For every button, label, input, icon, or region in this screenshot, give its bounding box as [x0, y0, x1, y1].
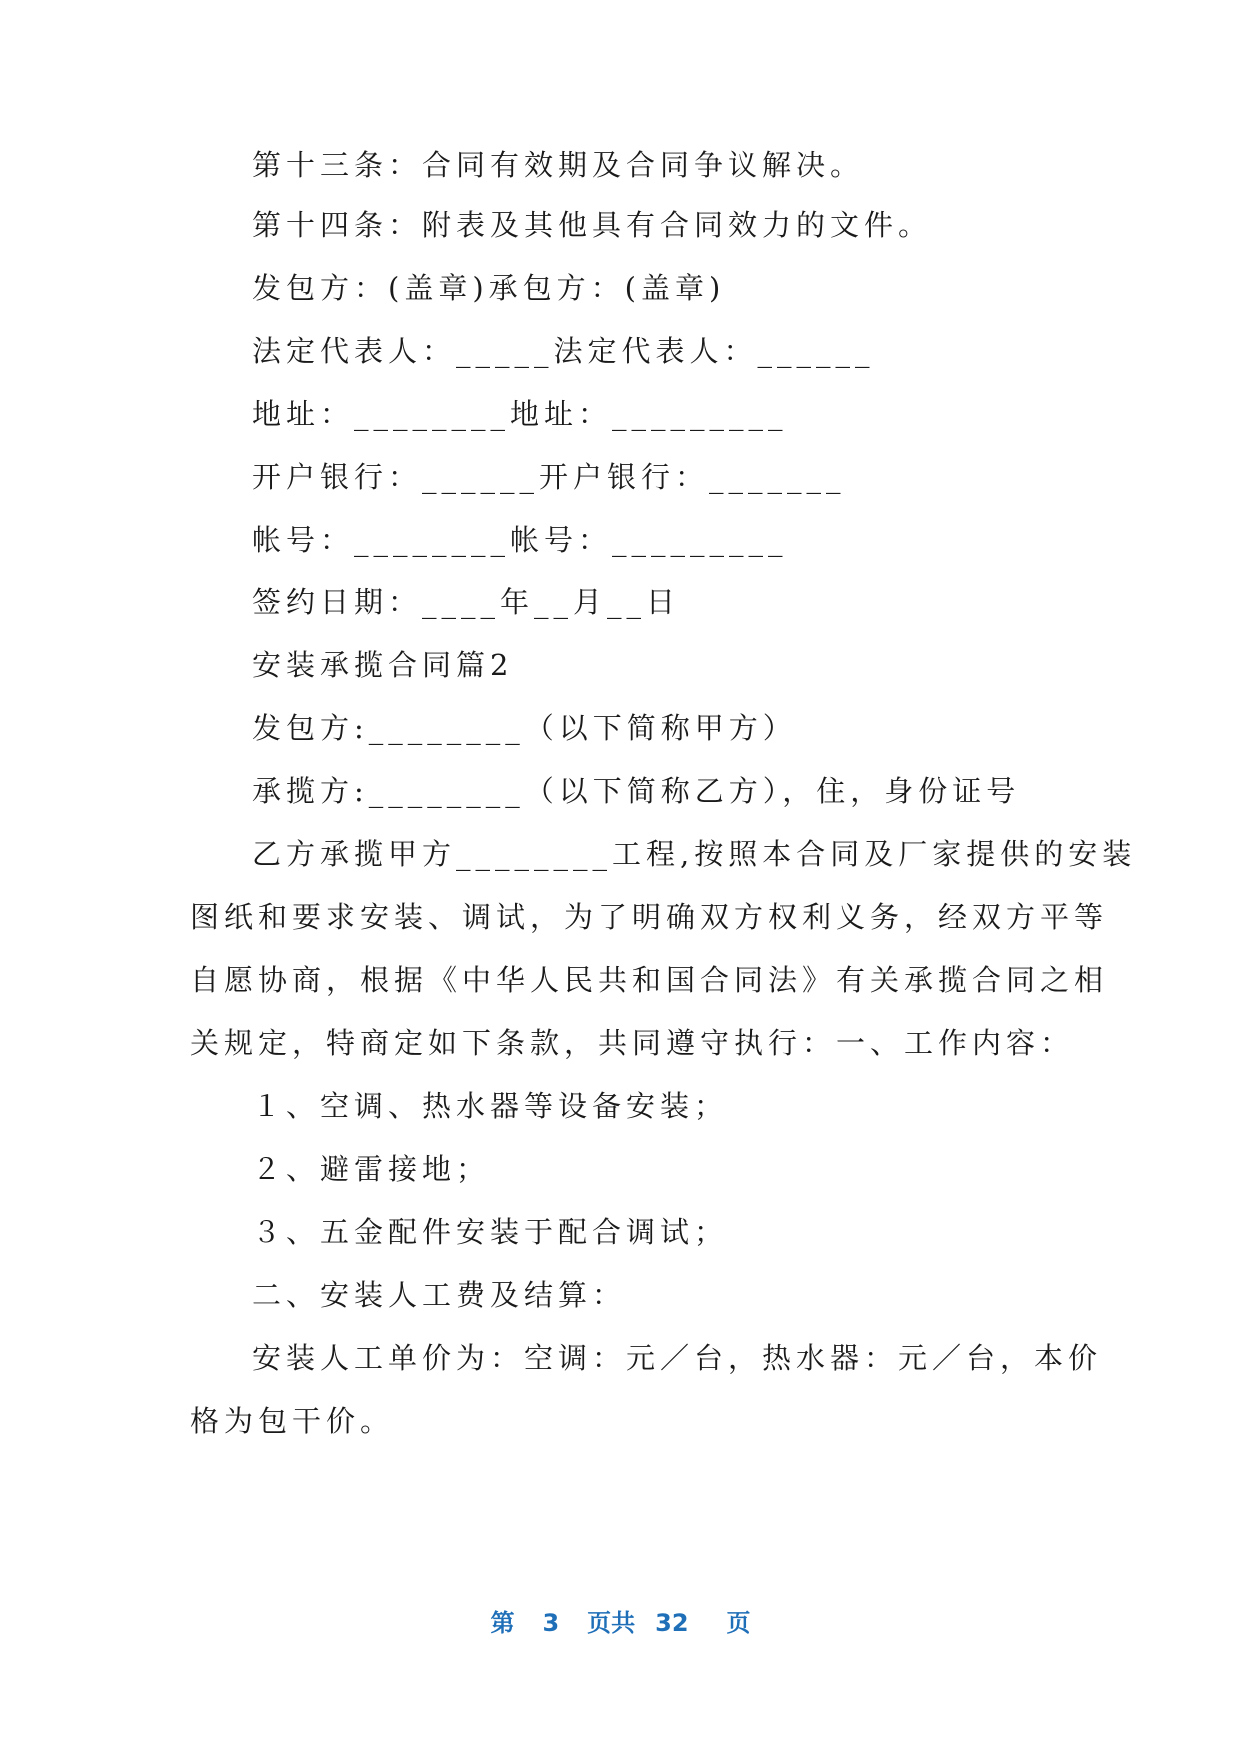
footer-suffix: 页	[726, 1609, 751, 1637]
footer-prefix: 第	[490, 1609, 515, 1637]
clause-14: 第十四条：附表及其他具有合同效力的文件。	[252, 208, 933, 242]
current-page-number: 3	[542, 1609, 560, 1637]
account-line: 帐号：________帐号：_________	[252, 523, 788, 557]
bank-line: 开户银行：______开户银行：_______	[252, 460, 846, 494]
party-a-line: 发包方:________（以下简称甲方）	[252, 711, 797, 745]
legal-representative-line: 法定代表人：_____法定代表人：______	[252, 334, 875, 368]
unit-price-line-2: 格为包干价。	[190, 1404, 395, 1438]
page-footer	[0, 1603, 1241, 1638]
body-paragraph-line-3: 自愿协商，根据《中华人民共和国合同法》有关承揽合同之相	[190, 963, 1109, 997]
work-item-2: ２、避雷接地；	[252, 1152, 491, 1186]
party-b-line: 承揽方:________（以下简称乙方），住，身份证号	[252, 774, 1021, 808]
work-item-3: ３、五金配件安装于配合调试；	[252, 1215, 729, 1249]
body-paragraph-line-1: 乙方承揽甲方________工程,按照本合同及厂家提供的安装	[252, 837, 1137, 871]
section-2-heading: 二、安装人工费及结算：	[252, 1278, 627, 1312]
signature-parties: 发包方：(盖章)承包方：(盖章)	[252, 271, 726, 305]
section-title: 安装承揽合同篇2	[252, 648, 514, 682]
unit-price-line-1: 安装人工单价为：空调：元／台，热水器：元／台，本价	[252, 1341, 1103, 1375]
work-item-1: １、空调、热水器等设备安装；	[252, 1089, 729, 1123]
total-pages-number: 32	[655, 1609, 689, 1637]
body-paragraph-line-2: 图纸和要求安装、调试，为了明确双方权利义务，经双方平等	[190, 900, 1109, 934]
clause-13: 第十三条：合同有效期及合同争议解决。	[252, 148, 865, 182]
body-paragraph-line-4: 关规定，特商定如下条款，共同遵守执行：一、工作内容：	[190, 1026, 1075, 1060]
address-line: 地址：________地址：_________	[252, 397, 788, 431]
footer-middle: 页共	[587, 1609, 636, 1637]
signing-date-line: 签约日期：____年__月__日	[252, 585, 681, 619]
